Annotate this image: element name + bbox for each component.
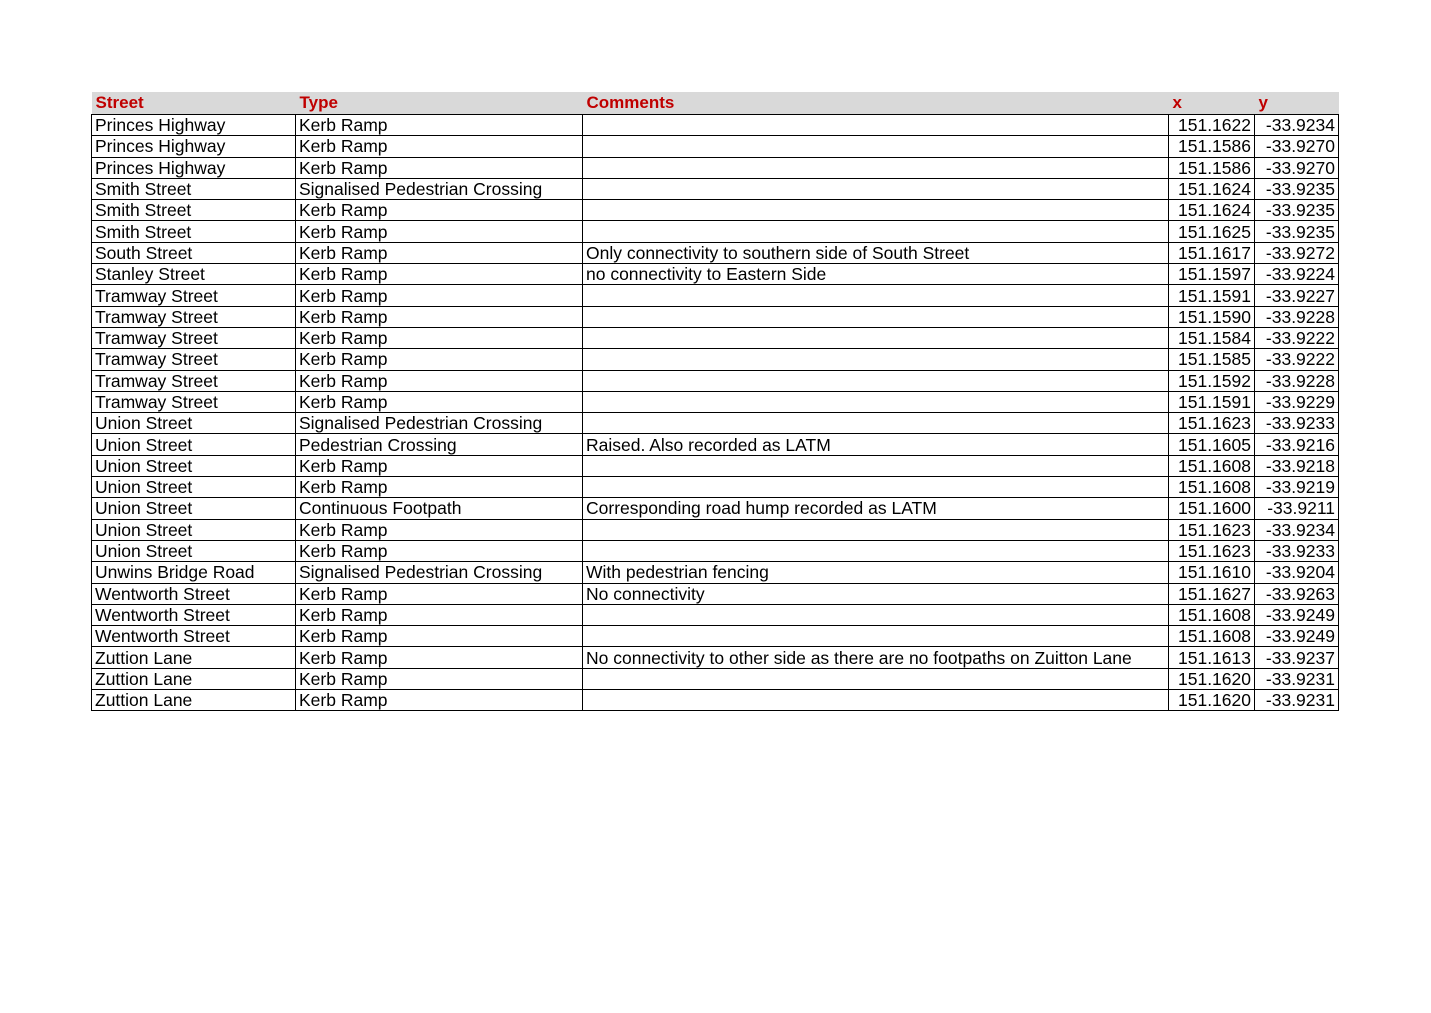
header-street: Street xyxy=(92,92,296,115)
cell-type: Kerb Ramp xyxy=(296,157,583,178)
cell-x: 151.1623 xyxy=(1169,413,1255,434)
cell-comments xyxy=(583,477,1169,498)
cell-type: Kerb Ramp xyxy=(296,327,583,348)
cell-x: 151.1620 xyxy=(1169,690,1255,711)
table-row xyxy=(92,583,1339,604)
cell-type: Kerb Ramp xyxy=(296,264,583,285)
cell-y: -33.9249 xyxy=(1255,604,1339,625)
cell-street: Tramway Street xyxy=(92,370,296,391)
cell-x: 151.1617 xyxy=(1169,242,1255,263)
cell-type: Signalised Pedestrian Crossing xyxy=(296,562,583,583)
table-row xyxy=(92,327,1339,348)
cell-y: -33.9228 xyxy=(1255,306,1339,327)
cell-type: Kerb Ramp xyxy=(296,391,583,412)
cell-type: Kerb Ramp xyxy=(296,136,583,157)
cell-y: -33.9222 xyxy=(1255,349,1339,370)
cell-comments xyxy=(583,690,1169,711)
table-row xyxy=(92,455,1339,476)
cell-comments xyxy=(583,455,1169,476)
cell-y: -33.9227 xyxy=(1255,285,1339,306)
cell-type: Pedestrian Crossing xyxy=(296,434,583,455)
cell-type: Kerb Ramp xyxy=(296,647,583,668)
cell-y: -33.9222 xyxy=(1255,327,1339,348)
cell-street: Zuttion Lane xyxy=(92,690,296,711)
table-row xyxy=(92,264,1339,285)
cell-street: Tramway Street xyxy=(92,391,296,412)
cell-type: Kerb Ramp xyxy=(296,200,583,221)
cell-x: 151.1622 xyxy=(1169,115,1255,136)
table-row xyxy=(92,647,1339,668)
cell-x: 151.1586 xyxy=(1169,136,1255,157)
cell-x: 151.1608 xyxy=(1169,604,1255,625)
cell-street: Tramway Street xyxy=(92,285,296,306)
cell-type: Kerb Ramp xyxy=(296,626,583,647)
table-row xyxy=(92,690,1339,711)
cell-x: 151.1592 xyxy=(1169,370,1255,391)
table-row xyxy=(92,519,1339,540)
cell-x: 151.1624 xyxy=(1169,178,1255,199)
cell-comments: no connectivity to Eastern Side xyxy=(583,264,1169,285)
table-row xyxy=(92,498,1339,519)
cell-x: 151.1590 xyxy=(1169,306,1255,327)
cell-comments: No connectivity to other side as there are no footpaths on Zuitton Lane xyxy=(583,647,1169,668)
cell-type: Kerb Ramp xyxy=(296,604,583,625)
cell-comments xyxy=(583,540,1169,561)
cell-comments xyxy=(583,178,1169,199)
table-row xyxy=(92,136,1339,157)
cell-y: -33.9263 xyxy=(1255,583,1339,604)
cell-x: 151.1623 xyxy=(1169,540,1255,561)
cell-y: -33.9231 xyxy=(1255,668,1339,689)
cell-comments xyxy=(583,285,1169,306)
cell-x: 151.1624 xyxy=(1169,200,1255,221)
cell-y: -33.9234 xyxy=(1255,519,1339,540)
cell-x: 151.1627 xyxy=(1169,583,1255,604)
cell-type: Kerb Ramp xyxy=(296,370,583,391)
cell-y: -33.9235 xyxy=(1255,200,1339,221)
cell-y: -33.9235 xyxy=(1255,178,1339,199)
table-row xyxy=(92,157,1339,178)
cell-y: -33.9234 xyxy=(1255,115,1339,136)
table-row xyxy=(92,285,1339,306)
cell-comments xyxy=(583,370,1169,391)
cell-type: Kerb Ramp xyxy=(296,519,583,540)
cell-x: 151.1605 xyxy=(1169,434,1255,455)
cell-comments: No connectivity xyxy=(583,583,1169,604)
cell-comments xyxy=(583,327,1169,348)
cell-y: -33.9218 xyxy=(1255,455,1339,476)
cell-x: 151.1608 xyxy=(1169,477,1255,498)
cell-y: -33.9224 xyxy=(1255,264,1339,285)
cell-street: Union Street xyxy=(92,498,296,519)
table-row xyxy=(92,604,1339,625)
cell-y: -33.9219 xyxy=(1255,477,1339,498)
cell-type: Signalised Pedestrian Crossing xyxy=(296,178,583,199)
cell-x: 151.1608 xyxy=(1169,626,1255,647)
cell-street: Tramway Street xyxy=(92,306,296,327)
cell-comments xyxy=(583,349,1169,370)
cell-comments xyxy=(583,306,1169,327)
cell-type: Kerb Ramp xyxy=(296,583,583,604)
cell-comments: Corresponding road hump recorded as LATM xyxy=(583,498,1169,519)
table-row xyxy=(92,221,1339,242)
cell-type: Kerb Ramp xyxy=(296,221,583,242)
cell-comments xyxy=(583,136,1169,157)
cell-street: Princes Highway xyxy=(92,157,296,178)
cell-street: Princes Highway xyxy=(92,136,296,157)
cell-y: -33.9233 xyxy=(1255,413,1339,434)
cell-y: -33.9228 xyxy=(1255,370,1339,391)
cell-comments xyxy=(583,626,1169,647)
cell-street: Zuttion Lane xyxy=(92,647,296,668)
cell-street: Wentworth Street xyxy=(92,583,296,604)
cell-y: -33.9231 xyxy=(1255,690,1339,711)
table-row xyxy=(92,562,1339,583)
cell-x: 151.1610 xyxy=(1169,562,1255,583)
cell-x: 151.1608 xyxy=(1169,455,1255,476)
table-row xyxy=(92,540,1339,561)
cell-street: Union Street xyxy=(92,540,296,561)
cell-street: Union Street xyxy=(92,519,296,540)
cell-x: 151.1625 xyxy=(1169,221,1255,242)
cell-comments xyxy=(583,200,1169,221)
cell-y: -33.9233 xyxy=(1255,540,1339,561)
cell-y: -33.9216 xyxy=(1255,434,1339,455)
table-row xyxy=(92,370,1339,391)
cell-street: Smith Street xyxy=(92,221,296,242)
cell-y: -33.9270 xyxy=(1255,136,1339,157)
table-row xyxy=(92,413,1339,434)
cell-x: 151.1584 xyxy=(1169,327,1255,348)
cell-x: 151.1591 xyxy=(1169,391,1255,412)
cell-type: Kerb Ramp xyxy=(296,690,583,711)
table-row xyxy=(92,668,1339,689)
cell-type: Signalised Pedestrian Crossing xyxy=(296,413,583,434)
cell-type: Kerb Ramp xyxy=(296,477,583,498)
cell-type: Kerb Ramp xyxy=(296,242,583,263)
cell-street: Smith Street xyxy=(92,200,296,221)
cell-type: Kerb Ramp xyxy=(296,349,583,370)
table-row xyxy=(92,242,1339,263)
cell-type: Kerb Ramp xyxy=(296,306,583,327)
header-comments: Comments xyxy=(583,92,1169,115)
table-row xyxy=(92,434,1339,455)
cell-y: -33.9211 xyxy=(1255,498,1339,519)
cell-comments xyxy=(583,519,1169,540)
cell-street: Tramway Street xyxy=(92,327,296,348)
cell-street: South Street xyxy=(92,242,296,263)
table-row xyxy=(92,349,1339,370)
cell-x: 151.1613 xyxy=(1169,647,1255,668)
cell-street: Wentworth Street xyxy=(92,626,296,647)
cell-type: Continuous Footpath xyxy=(296,498,583,519)
header-row xyxy=(92,92,1339,115)
cell-comments xyxy=(583,391,1169,412)
cell-street: Zuttion Lane xyxy=(92,668,296,689)
header-x: x xyxy=(1169,92,1255,115)
cell-comments: With pedestrian fencing xyxy=(583,562,1169,583)
table-row xyxy=(92,200,1339,221)
cell-type: Kerb Ramp xyxy=(296,455,583,476)
table-row xyxy=(92,391,1339,412)
cell-street: Union Street xyxy=(92,434,296,455)
cell-x: 151.1597 xyxy=(1169,264,1255,285)
cell-comments xyxy=(583,604,1169,625)
cell-y: -33.9229 xyxy=(1255,391,1339,412)
cell-street: Stanley Street xyxy=(92,264,296,285)
cell-street: Union Street xyxy=(92,477,296,498)
table-row xyxy=(92,306,1339,327)
cell-x: 151.1586 xyxy=(1169,157,1255,178)
cell-comments xyxy=(583,115,1169,136)
cell-y: -33.9237 xyxy=(1255,647,1339,668)
cell-type: Kerb Ramp xyxy=(296,540,583,561)
cell-street: Wentworth Street xyxy=(92,604,296,625)
cell-y: -33.9270 xyxy=(1255,157,1339,178)
cell-comments xyxy=(583,221,1169,242)
cell-y: -33.9249 xyxy=(1255,626,1339,647)
cell-street: Tramway Street xyxy=(92,349,296,370)
cell-x: 151.1600 xyxy=(1169,498,1255,519)
header-type: Type xyxy=(296,92,583,115)
cell-comments xyxy=(583,157,1169,178)
cell-street: Union Street xyxy=(92,413,296,434)
table-row xyxy=(92,626,1339,647)
table-row xyxy=(92,178,1339,199)
cell-street: Smith Street xyxy=(92,178,296,199)
table-row xyxy=(92,115,1339,136)
cell-type: Kerb Ramp xyxy=(296,285,583,306)
cell-comments: Only connectivity to southern side of South Street xyxy=(583,242,1169,263)
table-row xyxy=(92,477,1339,498)
cell-street: Union Street xyxy=(92,455,296,476)
cell-comments: Raised. Also recorded as LATM xyxy=(583,434,1169,455)
cell-x: 151.1591 xyxy=(1169,285,1255,306)
data-table xyxy=(91,92,1339,711)
cell-x: 151.1620 xyxy=(1169,668,1255,689)
cell-type: Kerb Ramp xyxy=(296,668,583,689)
cell-type: Kerb Ramp xyxy=(296,115,583,136)
cell-y: -33.9272 xyxy=(1255,242,1339,263)
cell-comments xyxy=(583,413,1169,434)
cell-y: -33.9204 xyxy=(1255,562,1339,583)
cell-y: -33.9235 xyxy=(1255,221,1339,242)
cell-comments xyxy=(583,668,1169,689)
cell-street: Princes Highway xyxy=(92,115,296,136)
header-y: y xyxy=(1255,92,1339,115)
cell-street: Unwins Bridge Road xyxy=(92,562,296,583)
cell-x: 151.1585 xyxy=(1169,349,1255,370)
cell-x: 151.1623 xyxy=(1169,519,1255,540)
